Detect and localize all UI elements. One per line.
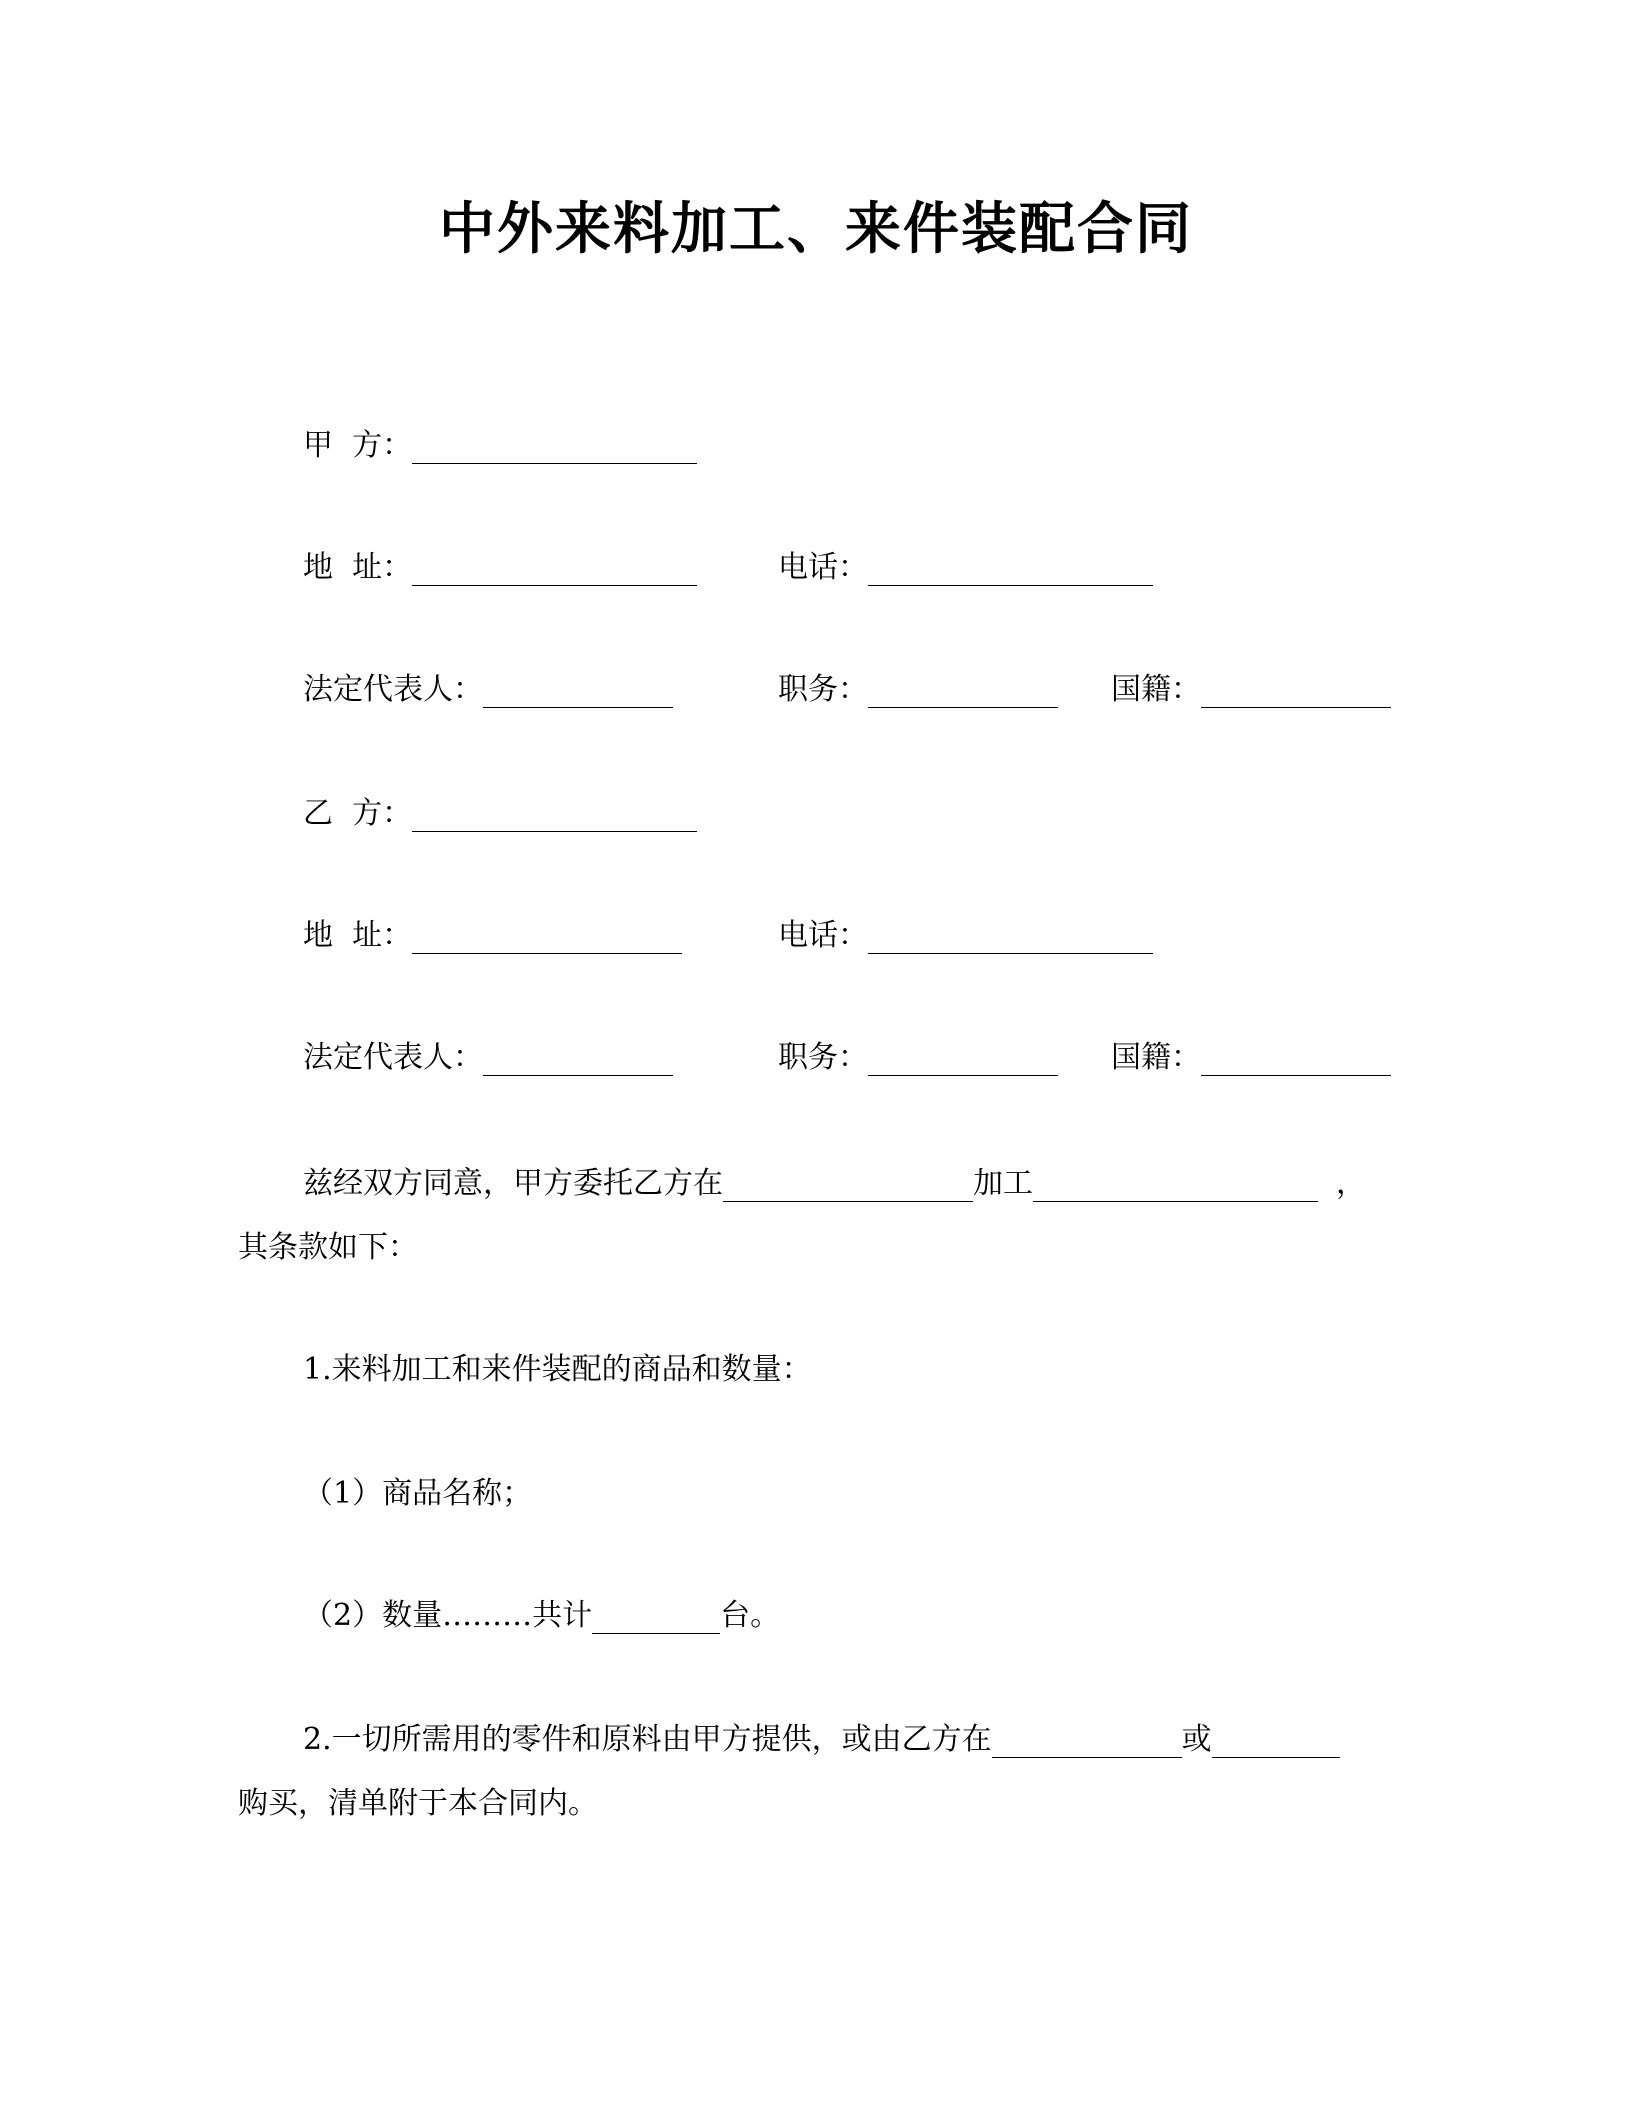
party-b-nationality-blank[interactable] [1201,1045,1391,1076]
party-a-rep-field [303,668,673,712]
party-a-position-label: 职务： [778,672,868,707]
party-a-nationality-label: 国籍： [1111,672,1201,707]
clause-1-item-1-text: （1）商品名称； [303,1476,533,1511]
party-a-phone-field [778,546,1153,590]
party-a-rep-blank[interactable] [483,677,673,708]
party-a-position-field [778,668,1058,712]
quantity-blank[interactable] [592,1603,720,1634]
party-a-nationality-field [1111,668,1391,712]
party-b-phone-blank[interactable] [868,923,1153,954]
clause-2-text-1: 2.一切所需用的零件和原料由甲方提供，或由乙方在 [303,1722,992,1757]
party-b-nationality-label: 国籍： [1111,1040,1201,1075]
party-b-name-blank[interactable] [412,801,697,832]
party-a-address-label: 地 址： [303,550,413,585]
clause-1-item-2-text-1: （2）数量………共计 [303,1598,593,1633]
party-a-address-field [303,546,697,590]
party-a-phone-label: 电话： [778,550,868,585]
intro-goods-blank[interactable] [1033,1171,1318,1202]
clause-2-text-2: 或 [1181,1722,1212,1757]
clause-2-line-2 [238,1782,598,1826]
party-b-rep-label: 法定代表人： [303,1040,483,1075]
intro-location-blank[interactable] [723,1171,973,1202]
clause-1-item-2 [303,1594,780,1638]
clause-1-heading-text: 1.来料加工和来件装配的商品和数量： [303,1352,812,1387]
party-b-position-label: 职务： [778,1040,868,1075]
party-b-address-field [303,914,682,958]
party-a-name-label: 甲 方： [303,428,413,463]
party-b-address-blank[interactable] [412,923,682,954]
clause-1-heading [303,1348,812,1392]
party-a-phone-blank[interactable] [868,555,1153,586]
purchase-location-blank-1[interactable] [992,1727,1182,1758]
party-b-nationality-field [1111,1036,1391,1080]
party-b-name-label: 乙 方： [303,796,413,831]
intro-text-3: ， [1336,1166,1366,1201]
party-a-name-field [303,424,697,468]
purchase-location-blank-2[interactable] [1212,1727,1340,1758]
clause-2-text-3: 购买，清单附于本合同内。 [238,1786,598,1821]
clause-1-item-1 [303,1472,532,1516]
clause-1-item-2-text-2: 台。 [720,1598,781,1633]
party-a-nationality-blank[interactable] [1201,677,1391,708]
party-b-position-blank[interactable] [868,1045,1058,1076]
intro-text-4: 其条款如下： [238,1230,418,1265]
party-b-name-field [303,792,697,836]
party-a-name-blank[interactable] [412,433,697,464]
party-b-phone-field [778,914,1153,958]
party-a-rep-label: 法定代表人： [303,672,483,707]
document-title: 中外来料加工、来件装配合同 [439,197,1193,262]
party-b-address-label: 地 址： [303,918,413,953]
party-b-rep-blank[interactable] [483,1045,673,1076]
party-b-position-field [778,1036,1058,1080]
intro-line-1 [303,1162,1366,1206]
party-a-address-blank[interactable] [412,555,697,586]
party-a-position-blank[interactable] [868,677,1058,708]
intro-text-2: 加工 [973,1166,1033,1201]
intro-text-1: 兹经双方同意，甲方委托乙方在 [303,1166,723,1201]
party-b-rep-field [303,1036,673,1080]
intro-line-2 [238,1226,418,1270]
clause-2-line-1 [303,1718,1340,1762]
party-b-phone-label: 电话： [778,918,868,953]
